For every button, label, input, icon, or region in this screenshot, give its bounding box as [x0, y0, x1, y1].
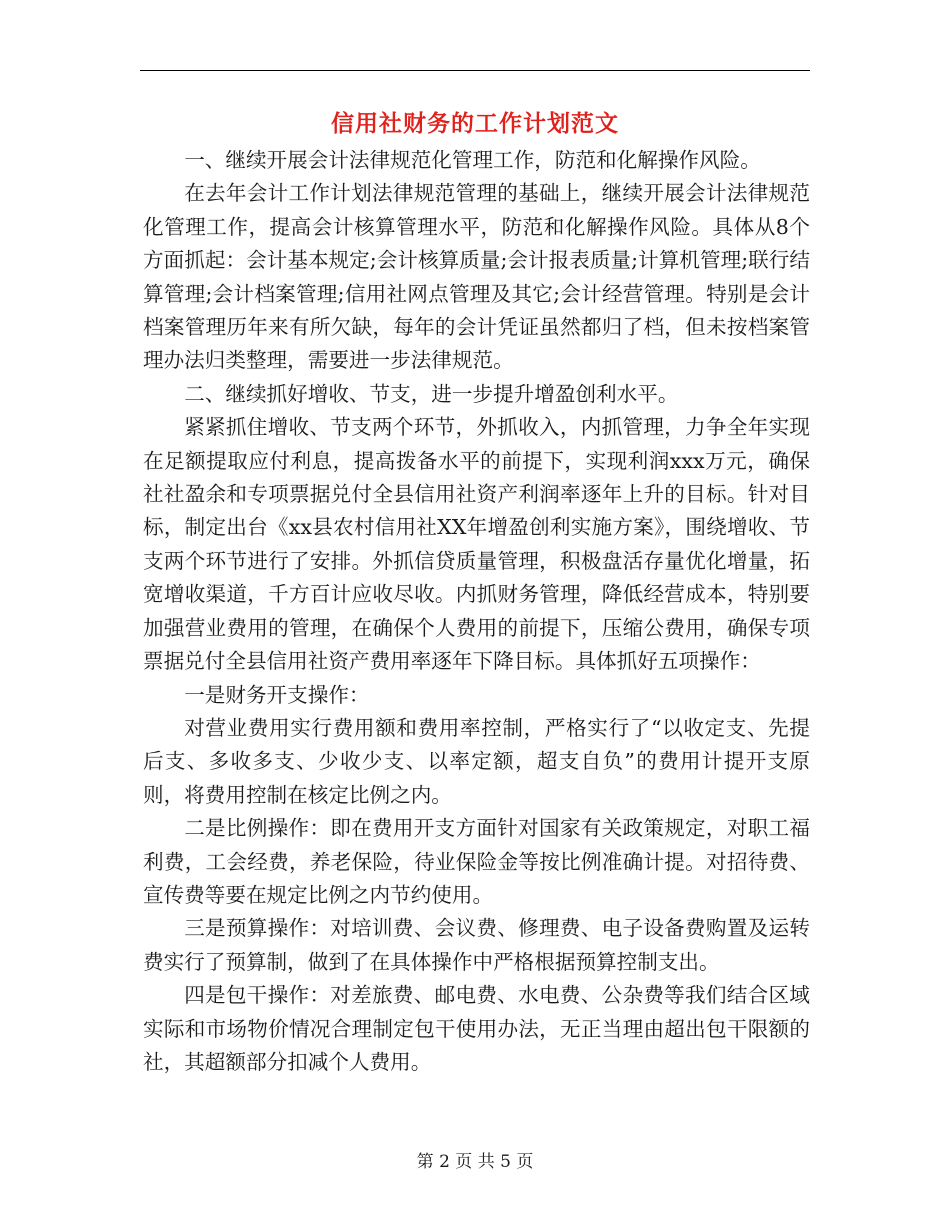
- sub-heading-financial-expense: 一是财务开支操作：: [184, 682, 370, 707]
- paragraph: 紧紧抓住增收、节支两个环节，外抓收入，内抓管理，力争全年实现在足额提取应付利息，提高拨备水平的前提下，实现利润xxx万元，确保社社盈余和专项票据兑付全县信用社资产利润率逐年上升的目标。针对目标，制定出台《xx县农村信用社XX年增盈创利实施方案》，围绕增收、节支两个环节进行了安排。外抓信贷质量管理，积极盘活存量优化增量，拓宽增收渠道，千方百计应收尽收。内抓财务管理，降低经营成本，特别要加强营业费用的管理，在确保个人费用的前提下，压缩公费用，确保专项票据兑付全县信用社资产费用率逐年下降目标。具体抓好五项操作：: [143, 415, 810, 674]
- document-body: [143, 144, 810, 1079]
- header-rule: [140, 70, 810, 71]
- paragraph: 对营业费用实行费用额和费用率控制，严格实行了“以收定支、先提后支、多收多支、少收少支、以率定额，超支自负”的费用计提开支原则，将费用控制在核定比例之内。: [143, 715, 810, 807]
- paragraph: 在去年会计工作计划法律规范管理的基础上，继续开展会计法律规范化管理工作，提高会计核算管理水平，防范和化解操作风险。具体从8个方面抓起：会计基本规定;会计核算质量;会计报表质量;计算机管理;联行结算管理;会计档案管理;信用社网点管理及其它;会计经营管理。特别是会计档案管理历年来有所欠缺，每年的会计凭证虽然都归了档，但未按档案管理办法归类整理，需要进一步法律规范。: [143, 181, 810, 373]
- paragraph-budget-operation: 三是预算操作：对培训费、会议费、修理费、电子设备费购置及运转费实行了预算制，做到了在具体操作中严格根据预算控制支出。: [143, 916, 810, 974]
- paragraph-contract-operation: 四是包干操作：对差旅费、邮电费、水电费、公杂费等我们结合区域实际和市场物价情况合理制定包干使用办法，无正当理由超出包干限额的社，其超额部分扣减个人费用。: [143, 983, 810, 1074]
- section-heading-1: 一、继续开展会计法律规范化管理工作，防范和化解操作风险。: [184, 148, 761, 172]
- section-heading-2: 二、继续抓好增收、节支，进一步提升增盈创利水平。: [184, 381, 679, 406]
- document-title: 信用社财务的工作计划范文: [331, 110, 619, 137]
- paragraph-ratio-operation: 二是比例操作：即在费用开支方面针对国家有关政策规定，对职工福利费，工会经费，养老保险，待业保险金等按比例准确计提。对招待费、宣传费等要在规定比例之内节约使用。: [143, 816, 810, 907]
- page-number-footer: 第 2 页 共 5 页: [416, 1152, 534, 1172]
